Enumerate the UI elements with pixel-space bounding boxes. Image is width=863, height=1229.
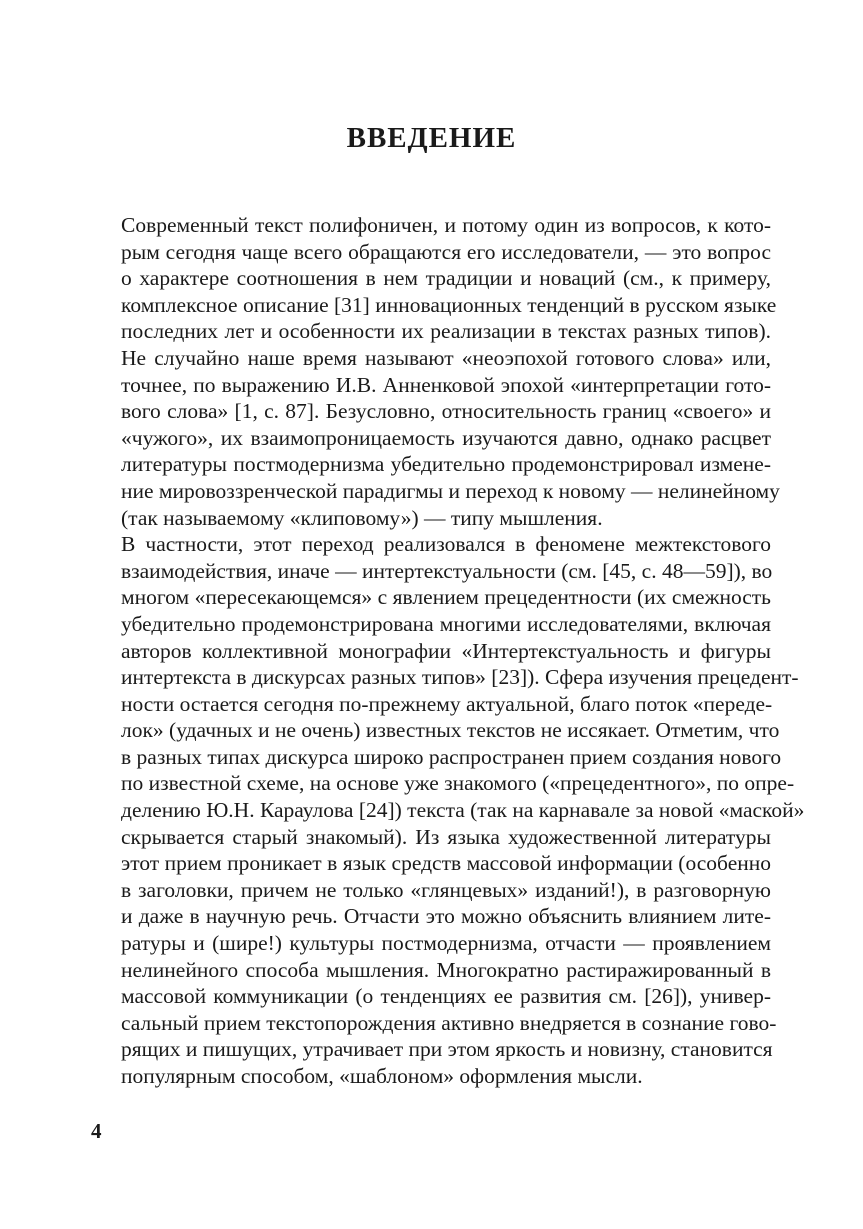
text-line: ние мировоззренческой парадигмы и переход к новому — нелинейному xyxy=(121,478,780,503)
text-line: Не случайно наше время называют «неоэпохой готового слова» или, xyxy=(121,345,771,370)
text-line: интертекста в дискурсах разных типов» [23]). Сфера изучения прецедент- xyxy=(121,665,799,690)
page-number: 4 xyxy=(91,1119,102,1143)
text-line: литературы постмодернизма убедительно продемонстрировал измене- xyxy=(121,452,771,477)
text-line: массовой коммуникации (о тенденциях ее развития см. [26]), универ- xyxy=(121,984,771,1009)
text-line: точнее, по выражению И.В. Анненковой эпохой «интерпретации гото- xyxy=(121,372,771,397)
text-line: убедительно продемонстрирована многими исследователями, включая xyxy=(121,611,771,636)
text-line: рящих и пишущих, утрачивает при этом яркость и новизну, становится xyxy=(121,1037,773,1062)
chapter-title: ВВЕДЕНИЕ xyxy=(346,122,517,155)
paragraph-2 xyxy=(91,531,805,1089)
text-line: лок» (удачных и не очень) известных текстов не иссякает. Отметим, что xyxy=(121,718,780,743)
text-line: ности остается сегодня по-прежнему актуальной, благо поток «переде- xyxy=(121,691,773,716)
text-line: рым сегодня чаще всего обращаются его исследователи, — это вопрос xyxy=(121,239,771,264)
text-line: скрывается старый знакомый). Из языка художественной литературы xyxy=(121,824,771,849)
text-line: в заголовки, причем не только «глянцевых» изданий!), в разговорную xyxy=(121,877,771,902)
text-line: о характере соотношения в нем традиции и новаций (см., к примеру, xyxy=(121,266,771,291)
text-line: делению Ю.Н. Караулова [24]) текста (так на карнавале за новой «маской» xyxy=(121,798,805,823)
text-line: в разных типах дискурса широко распространен прием создания нового xyxy=(121,744,782,769)
text-line: последних лет и особенности их реализации в текстах разных типов). xyxy=(121,319,771,344)
paragraph-1 xyxy=(91,212,780,531)
text-line: комплексное описание [31] инновационных тенденций в русском языке xyxy=(121,292,777,317)
text-line: популярным способом, «шаблоном» оформления мысли. xyxy=(121,1064,643,1088)
text-line: этот прием проникает в язык средств массовой информации (особенно xyxy=(121,851,771,876)
text-line: ратуры и (шире!) культуры постмодернизма, отчасти — проявлением xyxy=(121,931,771,956)
text-line: авторов коллективной монографии «Интертекстуальность и фигуры xyxy=(121,638,771,663)
text-line: по известной схеме, на основе уже знакомого («прецедентного», по опре- xyxy=(121,771,795,796)
text-line: (так называемому «клиповому») — типу мышления. xyxy=(121,505,603,530)
text-line: «чужого», их взаимопроницаемость изучаются давно, однако расцвет xyxy=(121,425,771,450)
text-line: Современный текст полифоничен, и потому один из вопросов, к кото- xyxy=(121,213,771,237)
text-line: многом «пересекающемся» с явлением прецедентности (их смежность xyxy=(121,585,771,610)
text-line: сальный прием текстопорождения активно внедряется в сознание гово- xyxy=(121,1010,777,1035)
text-line: В частности, этот переход реализовался в феномене межтекстового xyxy=(121,532,771,557)
text-line: вого слова» [1, с. 87]. Безусловно, относительность границ «своего» и xyxy=(121,399,771,424)
text-line: нелинейного способа мышления. Многократно растиражированный в xyxy=(121,957,771,982)
text-line: взаимодействия, иначе — интертекстуальности (см. [45, с. 48—59]), во xyxy=(121,558,773,583)
body-text xyxy=(91,212,805,1090)
text-line: и даже в научную речь. Отчасти это можно объяснить влиянием лите- xyxy=(121,904,771,929)
